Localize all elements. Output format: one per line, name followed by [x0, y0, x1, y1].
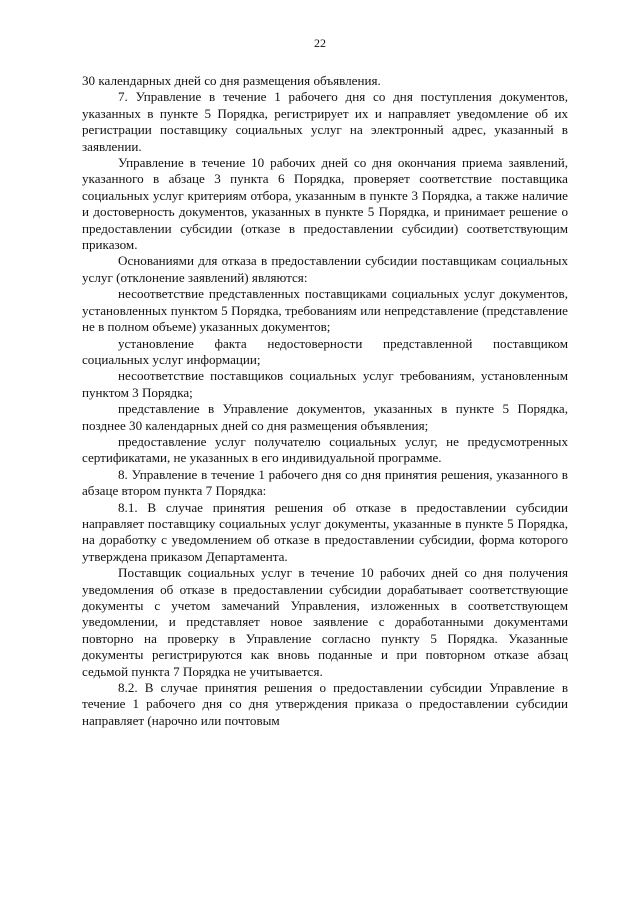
- paragraph-review: Управление в течение 10 рабочих дней со дня окончания приема заявлений, указанного в абзаце 3 пункта 6 Порядка, проверяет соответствие поставщика социальных услуг критериям отбора, указанным в пункте 3 Порядка, а также наличие и достоверность документов, указанных в пункте 5 Порядка, и принимает решение о предоставлении субсидии (отказе в предоставлении субсидии) соответствующим приказом.: [82, 155, 568, 253]
- page-number: 22: [314, 36, 326, 50]
- refusal-ground-4: представление в Управление документов, указанных в пункте 5 Порядка, позднее 30 календарных дней со дня размещения объявления;: [82, 401, 568, 433]
- refusal-ground-3: несоответствие поставщиков социальных услуг требованиям, установленным пунктом 3 Порядка;: [82, 368, 568, 400]
- paragraph-item-7: 7. Управление в течение 1 рабочего дня со дня поступления документов, указанных в пункте 5 Порядка, регистрирует их и направляет уведомление об их регистрации поставщику социальных услуг на электронный адрес, указанный в заявлении.: [82, 89, 568, 154]
- refusal-ground-5: предоставление услуг получателю социальных услуг, не предусмотренных сертификатами, не указанных в его индивидуальной программе.: [82, 433, 568, 466]
- paragraph-continuation: 30 календарных дней со дня размещения объявления.: [82, 73, 381, 88]
- refusal-ground-1: несоответствие представленных поставщиками социальных услуг документов, установленных пунктом 5 Порядка, требованиям или непредставление (представление не в полном объеме) указанных документов;: [82, 286, 568, 335]
- paragraph-item-8-2: 8.2. В случае принятия решения о предоставлении субсидии Управление в течение 1 рабочего дня со дня утверждения приказа о предоставлении субсидии направляет (нарочно или почтовым: [82, 680, 568, 728]
- paragraph-resubmission: Поставщик социальных услуг в течение 10 рабочих дней со дня получения уведомления об отказе в предоставлении субсидии дорабатывает соответствующие документы с учетом замечаний Управления, изложенных в соответствующем уведомлении, и представляет новое заявление с доработанными документами повторно на проверку в Управление согласно пункту 5 Порядка. Указанные документы регистрируются как вновь поданные и при повторном отказе абзац седьмой пункта 7 Порядка не учитывается.: [82, 565, 568, 679]
- document-body: [82, 73, 568, 729]
- paragraph-item-8: 8. Управление в течение 1 рабочего дня со дня принятия решения, указанного в абзаце втором пункта 7 Порядка:: [82, 466, 568, 499]
- paragraph-item-8-1: 8.1. В случае принятия решения об отказе в предоставлении субсидии направляет поставщику социальных услуг документы, указанные в пункте 5 Порядка, на доработку с уведомлением об отказе в предоставлении субсидии, форма которого утверждена приказом Департамента.: [82, 499, 568, 564]
- paragraph-refusal-grounds: Основаниями для отказа в предоставлении субсидии поставщикам социальных услуг (отклонение заявлений) являются:: [82, 253, 568, 285]
- refusal-ground-2: установление факта недостоверности представленной поставщиком социальных услуг информации;: [82, 335, 568, 367]
